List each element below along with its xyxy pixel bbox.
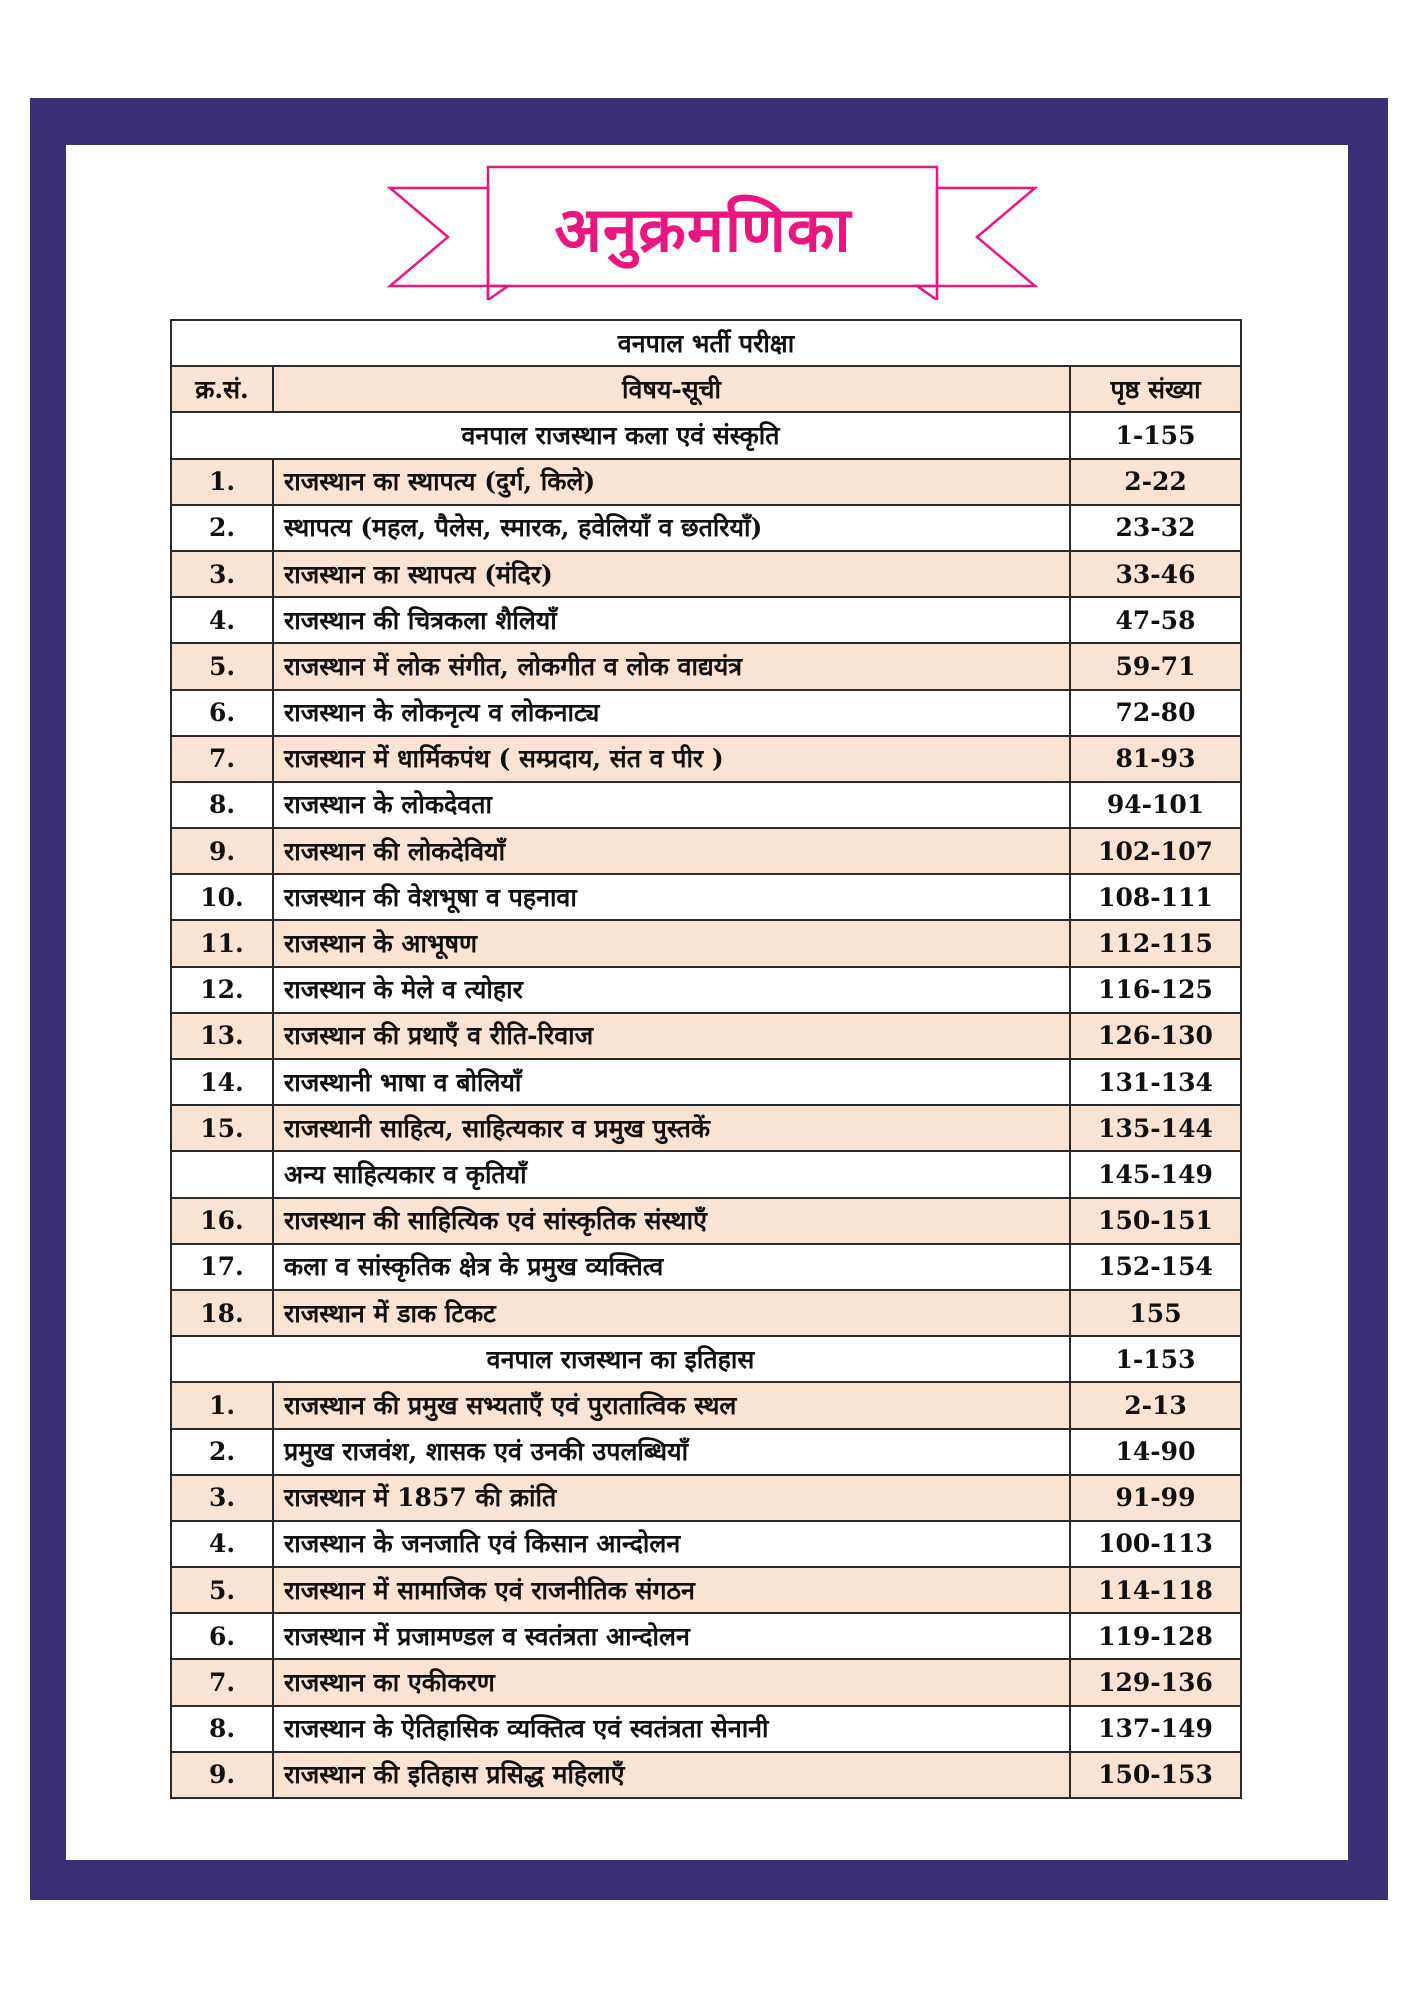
row-page-range: 47-58 — [1070, 597, 1241, 643]
row-page-range: 2-13 — [1070, 1382, 1241, 1428]
row-page-range: 14-90 — [1070, 1429, 1241, 1475]
row-topic: राजस्थान की प्रमुख सभ्यताएँ एवं पुरातात्विक स्थल — [273, 1382, 1070, 1428]
row-topic: राजस्थान का स्थापत्य (दुर्ग, किले) — [273, 459, 1070, 505]
section-title: वनपाल राजस्थान का इतिहास — [171, 1336, 1070, 1382]
section-title: वनपाल राजस्थान कला एवं संस्कृति — [171, 412, 1070, 458]
row-number: 9. — [171, 828, 273, 874]
row-topic: राजस्थान में सामाजिक एवं राजनीतिक संगठन — [273, 1567, 1070, 1613]
row-number: 3. — [171, 551, 273, 597]
table-row — [171, 551, 1241, 597]
row-page-range: 135-144 — [1070, 1105, 1241, 1151]
row-number: 5. — [171, 643, 273, 689]
row-page-range: 102-107 — [1070, 828, 1241, 874]
row-topic: स्थापत्य (महल, पैलेस, स्मारक, हवेलियाँ व छतरियाँ) — [273, 505, 1070, 551]
row-page-range: 59-71 — [1070, 643, 1241, 689]
row-page-range: 150-153 — [1070, 1752, 1241, 1798]
row-number: 1. — [171, 1382, 273, 1428]
row-number: 13. — [171, 1013, 273, 1059]
row-number: 18. — [171, 1290, 273, 1336]
table-row — [171, 1521, 1241, 1567]
contents-table — [170, 319, 1242, 1799]
table-row — [171, 1059, 1241, 1105]
row-page-range: 23-32 — [1070, 505, 1241, 551]
row-number: 9. — [171, 1752, 273, 1798]
row-topic: राजस्थान के जनजाति एवं किसान आन्दोलन — [273, 1521, 1070, 1567]
row-page-range: 116-125 — [1070, 967, 1241, 1013]
row-number: 6. — [171, 1613, 273, 1659]
row-topic: राजस्थान के लोकनृत्य व लोकनाट्य — [273, 690, 1070, 736]
row-topic: राजस्थान की साहित्यिक एवं सांस्कृतिक संस्थाएँ — [273, 1198, 1070, 1244]
table-row — [171, 874, 1241, 920]
row-number: 7. — [171, 736, 273, 782]
row-topic: राजस्थान के आभूषण — [273, 920, 1070, 966]
section-header-row — [171, 412, 1241, 458]
row-page-range: 126-130 — [1070, 1013, 1241, 1059]
row-topic: राजस्थान में धार्मिकपंथ ( सम्प्रदाय, संत व पीर ) — [273, 736, 1070, 782]
table-row — [171, 920, 1241, 966]
table-row — [171, 736, 1241, 782]
row-topic: राजस्थानी साहित्य, साहित्यकार व प्रमुख पुस्तकें — [273, 1105, 1070, 1151]
row-topic: राजस्थान में प्रजामण्डल व स्वतंत्रता आन्दोलन — [273, 1613, 1070, 1659]
row-page-range: 155 — [1070, 1290, 1241, 1336]
row-number: 16. — [171, 1198, 273, 1244]
row-page-range: 145-149 — [1070, 1151, 1241, 1197]
row-page-range: 2-22 — [1070, 459, 1241, 505]
table-row — [171, 1013, 1241, 1059]
table-row — [171, 1613, 1241, 1659]
table-row — [171, 643, 1241, 689]
table-row — [171, 1567, 1241, 1613]
row-page-range: 33-46 — [1070, 551, 1241, 597]
row-topic: राजस्थान में डाक टिकट — [273, 1290, 1070, 1336]
table-row — [171, 459, 1241, 505]
row-number: 2. — [171, 1429, 273, 1475]
row-topic: राजस्थानी भाषा व बोलियाँ — [273, 1059, 1070, 1105]
table-row — [171, 1198, 1241, 1244]
row-page-range: 131-134 — [1070, 1059, 1241, 1105]
table-row — [171, 1475, 1241, 1521]
row-number: 4. — [171, 597, 273, 643]
row-number: 14. — [171, 1059, 273, 1105]
row-number: 8. — [171, 782, 273, 828]
row-topic: राजस्थान में लोक संगीत, लोकगीत व लोक वाद्ययंत्र — [273, 643, 1070, 689]
row-number: 7. — [171, 1659, 273, 1705]
row-page-range: 81-93 — [1070, 736, 1241, 782]
table-row — [171, 690, 1241, 736]
row-number: 8. — [171, 1706, 273, 1752]
row-topic: राजस्थान की इतिहास प्रसिद्ध महिलाएँ — [273, 1752, 1070, 1798]
table-row — [171, 1105, 1241, 1151]
column-header-sno: क्र.सं. — [171, 366, 273, 412]
row-page-range: 114-118 — [1070, 1567, 1241, 1613]
row-page-range: 100-113 — [1070, 1521, 1241, 1567]
row-number: 10. — [171, 874, 273, 920]
row-number: 17. — [171, 1244, 273, 1290]
table-row — [171, 1244, 1241, 1290]
row-page-range: 72-80 — [1070, 690, 1241, 736]
column-header-page: पृष्ठ संख्या — [1070, 366, 1241, 412]
table-row — [171, 1752, 1241, 1798]
row-page-range: 137-149 — [1070, 1706, 1241, 1752]
row-number: 4. — [171, 1521, 273, 1567]
row-topic: राजस्थान के लोकदेवता — [273, 782, 1070, 828]
row-number: 5. — [171, 1567, 273, 1613]
row-page-range: 152-154 — [1070, 1244, 1241, 1290]
row-number: 15. — [171, 1105, 273, 1151]
row-page-range: 94-101 — [1070, 782, 1241, 828]
row-topic: प्रमुख राजवंश, शासक एवं उनकी उपलब्धियाँ — [273, 1429, 1070, 1475]
exam-title: वनपाल भर्ती परीक्षा — [171, 320, 1241, 366]
column-header-row — [171, 366, 1241, 412]
row-topic: कला व सांस्कृतिक क्षेत्र के प्रमुख व्यक्तित्व — [273, 1244, 1070, 1290]
table-row — [171, 1382, 1241, 1428]
table-row — [171, 1659, 1241, 1705]
row-topic: राजस्थान की प्रथाएँ व रीति-रिवाज — [273, 1013, 1070, 1059]
row-number: 6. — [171, 690, 273, 736]
section-header-row — [171, 1336, 1241, 1382]
table-row — [171, 828, 1241, 874]
section-page-range: 1-153 — [1070, 1336, 1241, 1382]
exam-title-row — [171, 320, 1241, 366]
row-topic: राजस्थान का एकीकरण — [273, 1659, 1070, 1705]
row-topic: राजस्थान की वेशभूषा व पहनावा — [273, 874, 1070, 920]
row-topic: राजस्थान के मेले व त्योहार — [273, 967, 1070, 1013]
table-row — [171, 505, 1241, 551]
table-row — [171, 1290, 1241, 1336]
row-topic: राजस्थान की चित्रकला शैलियाँ — [273, 597, 1070, 643]
table-row — [171, 967, 1241, 1013]
row-number: 11. — [171, 920, 273, 966]
column-header-topic: विषय-सूची — [273, 366, 1070, 412]
row-page-range: 129-136 — [1070, 1659, 1241, 1705]
row-topic: राजस्थान के ऐतिहासिक व्यक्तित्व एवं स्वतंत्रता सेनानी — [273, 1706, 1070, 1752]
row-page-range: 112-115 — [1070, 920, 1241, 966]
row-topic: राजस्थान की लोकदेवियाँ — [273, 828, 1070, 874]
row-topic: अन्य साहित्यकार व कृतियाँ — [273, 1151, 1070, 1197]
table-row — [171, 597, 1241, 643]
row-number: 3. — [171, 1475, 273, 1521]
row-number: 1. — [171, 459, 273, 505]
row-topic: राजस्थान में 1857 की क्रांति — [273, 1475, 1070, 1521]
row-page-range: 91-99 — [1070, 1475, 1241, 1521]
section-page-range: 1-155 — [1070, 412, 1241, 458]
row-number — [171, 1151, 273, 1197]
table-row — [171, 1429, 1241, 1475]
row-number: 12. — [171, 967, 273, 1013]
page-title: अनुक्रमणिका — [554, 193, 852, 266]
row-topic: राजस्थान का स्थापत्य (मंदिर) — [273, 551, 1070, 597]
row-page-range: 150-151 — [1070, 1198, 1241, 1244]
table-row — [171, 1151, 1241, 1197]
row-number: 2. — [171, 505, 273, 551]
table-row — [171, 782, 1241, 828]
row-page-range: 108-111 — [1070, 874, 1241, 920]
table-row — [171, 1706, 1241, 1752]
row-page-range: 119-128 — [1070, 1613, 1241, 1659]
